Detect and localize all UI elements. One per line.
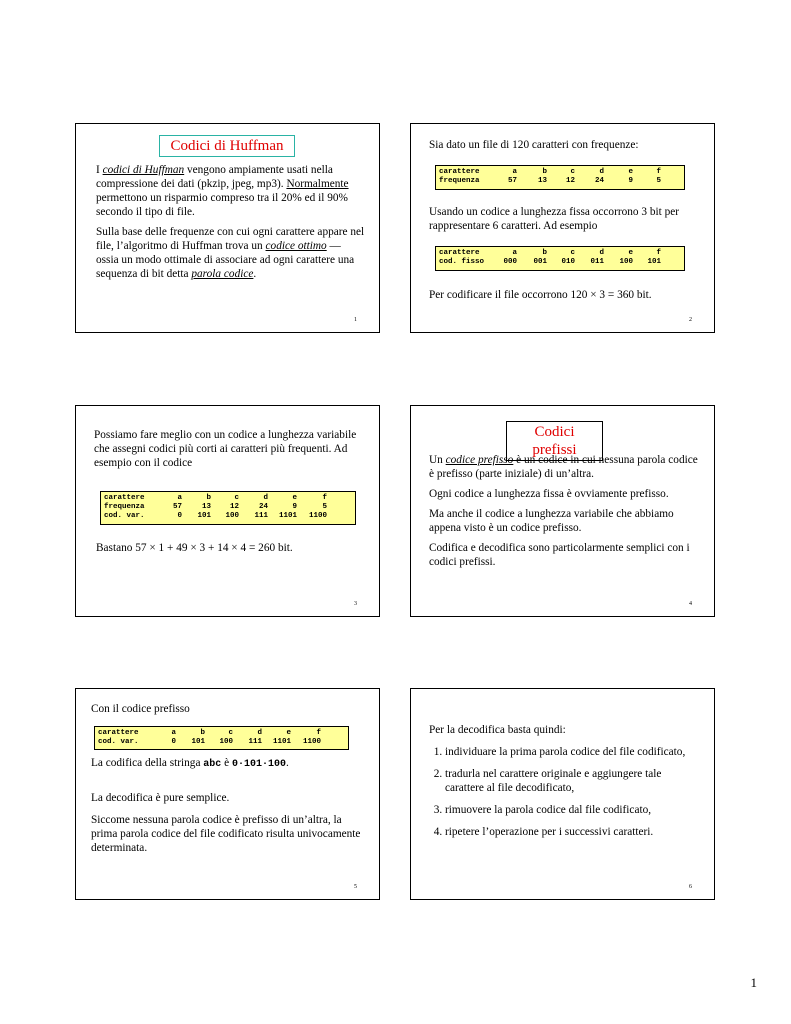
table-cell: d [257, 729, 262, 737]
table-cell: frequenza [104, 503, 145, 511]
table-cell: f [322, 494, 327, 502]
term-link: codice prefisso [445, 454, 514, 466]
table-row [98, 738, 321, 747]
table-cell: c [228, 729, 233, 737]
code-string: abc [203, 759, 222, 770]
table-cell: carattere [98, 729, 139, 737]
paragraph: Siccome nessuna parola codice è prefisso di un’altra, la prima parola codice del file codificato risulta univocamente determinata. [91, 814, 361, 854]
table-row [439, 168, 661, 177]
table-row [439, 177, 661, 186]
table-cell: c [570, 168, 575, 176]
table-cell: 1100 [302, 738, 321, 746]
table-cell: 1101 [272, 738, 291, 746]
table-cell: d [263, 494, 268, 502]
table-cell: 111 [248, 738, 262, 746]
table-cell: 101 [647, 258, 661, 266]
table-cell: 000 [503, 258, 517, 266]
table-row [104, 503, 327, 512]
slide-number: 6 [689, 884, 692, 890]
code-string: 0·101·100 [231, 759, 286, 770]
table-cell: 24 [258, 503, 268, 511]
table-cell: d [599, 249, 604, 257]
slide-number: 3 [354, 601, 357, 607]
text: La codifica della stringa [91, 757, 204, 769]
underlined-text: Normalmente [286, 178, 349, 190]
slide-4 [410, 405, 715, 617]
list-item: 4. ripetere l’operazione per i successivi caratteri. [445, 825, 694, 839]
paragraph: Ogni codice a lunghezza fissa è ovviamente prefisso. [429, 488, 669, 500]
paragraph: Codifica e decodifica sono particolarmente semplici con i codici prefissi. [429, 542, 690, 568]
table-cell: f [656, 168, 661, 176]
table-cell: b [206, 494, 211, 502]
table-cell: 24 [594, 177, 604, 185]
text: Un [429, 454, 446, 466]
table-cell: 12 [229, 503, 239, 511]
text: . [286, 757, 289, 769]
table-row [104, 494, 327, 503]
table-cell: a [171, 729, 176, 737]
slide-number: 4 [689, 601, 692, 607]
list-item: 3. rimuovere la parola codice dal file codificato, [445, 803, 694, 817]
text: è un codice in cui nessuna parola codice è prefisso (parte iniziale) di un’altra. [429, 454, 698, 480]
slide-number: 1 [354, 317, 357, 323]
text: permettono un risparmio compreso tra il 20% ed il 90% secondo il tipo di file. [96, 192, 348, 218]
paragraph [91, 756, 366, 772]
fixed-code-table [435, 246, 685, 271]
text: Sulla base delle frequenze con cui ogni carattere appare nel file, l’algoritmo di Huffman trova un [96, 226, 365, 252]
table-cell: 9 [292, 503, 297, 511]
table-cell: a [177, 494, 182, 502]
table-cell: 1100 [308, 512, 327, 520]
table-cell: 13 [537, 177, 547, 185]
slide-6 [410, 688, 715, 900]
table-cell: c [234, 494, 239, 502]
table-cell: 010 [561, 258, 575, 266]
table-cell: b [542, 249, 547, 257]
paragraph: Sia dato un file di 120 caratteri con frequenze: [429, 139, 639, 151]
table-cell: cod. fisso [439, 258, 485, 266]
table-cell: a [512, 249, 517, 257]
paragraph: Bastano 57 × 1 + 49 × 3 + 14 × 4 = 260 bit. [96, 542, 293, 554]
paragraph: Possiamo fare meglio con un codice a lunghezza variabile che assegni codici più corti ai caratteri più frequenti. Ad esempio con il codice [94, 429, 357, 469]
paragraph: Usando un codice a lunghezza fissa occorrono 3 bit per rappresentare 6 caratteri. Ad esempio [429, 206, 680, 232]
text: è [221, 757, 232, 769]
slide-2 [410, 123, 715, 333]
table-cell: a [512, 168, 517, 176]
table-cell: 101 [191, 738, 205, 746]
paragraph [96, 163, 366, 219]
table-cell: 5 [656, 177, 661, 185]
table-cell: d [599, 168, 604, 176]
slide-number: 5 [354, 884, 357, 890]
frequency-table [435, 165, 685, 190]
table-cell: 57 [172, 503, 182, 511]
slide-number: 2 [689, 317, 692, 323]
table-cell: e [628, 168, 633, 176]
variable-code-table [100, 491, 356, 525]
steps-list [429, 745, 694, 847]
text: — ossia un modo ottimale di associare ad ogni carattere una sequenza di bit detta [96, 240, 355, 280]
table-cell: 100 [219, 738, 233, 746]
table-row [439, 258, 661, 267]
table-cell: 13 [201, 503, 211, 511]
table-cell: 001 [533, 258, 547, 266]
list-item: 1. individuare la prima parola codice del file codificato, [445, 745, 694, 759]
paragraph: Ma anche il codice a lunghezza variabile che abbiamo appena visto è un codice prefisso. [429, 508, 674, 534]
table-cell: cod. var. [104, 512, 145, 520]
slide-3 [75, 405, 380, 617]
page-number: 1 [750, 975, 757, 990]
table-cell: 0 [171, 738, 176, 746]
slide-body [96, 163, 366, 287]
text: I [96, 164, 103, 176]
table-cell: 100 [619, 258, 633, 266]
text: . [253, 268, 257, 280]
slide-1 [75, 123, 380, 333]
table-cell: e [628, 249, 633, 257]
term-link: parola codice [191, 268, 254, 280]
table-cell: carattere [439, 168, 480, 176]
table-cell: 57 [507, 177, 517, 185]
paragraph: La decodifica è pure semplice. [91, 792, 230, 804]
table-cell: frequenza [439, 177, 480, 185]
paragraph: Per codificare il file occorrono 120 × 3 = 360 bit. [429, 289, 652, 301]
table-cell: 101 [197, 512, 211, 520]
table-row [439, 249, 661, 258]
table-row [98, 729, 321, 738]
table-cell: 0 [177, 512, 182, 520]
slide-title: Codici prefissi [506, 421, 603, 461]
table-cell: f [316, 729, 321, 737]
text: vengono ampiamente usati nella compressione dei dati (pkzip, jpeg, mp3). [96, 164, 333, 190]
table-cell: b [542, 168, 547, 176]
table-cell: carattere [439, 249, 480, 257]
slide-title: Codici di Huffman [159, 135, 295, 157]
table-cell: cod. var. [98, 738, 139, 746]
table-cell: b [200, 729, 205, 737]
table-row [104, 512, 327, 521]
slide-5 [75, 688, 380, 900]
variable-code-table [94, 726, 349, 750]
table-cell: 011 [590, 258, 604, 266]
table-cell: e [292, 494, 297, 502]
table-cell: 12 [565, 177, 575, 185]
table-cell: 5 [322, 503, 327, 511]
slide-body [429, 453, 704, 575]
term-link: codici di Huffman [102, 164, 185, 176]
table-cell: 111 [254, 512, 268, 520]
table-cell: e [286, 729, 291, 737]
table-cell: 1101 [278, 512, 297, 520]
paragraph [96, 225, 366, 281]
table-cell: 100 [225, 512, 239, 520]
paragraph: Per la decodifica basta quindi: [429, 724, 566, 736]
table-cell: carattere [104, 494, 145, 502]
table-cell: 9 [628, 177, 633, 185]
paragraph [429, 453, 704, 481]
list-item: 2. tradurla nel carattere originale e aggiungere tale carattere al file decodificato, [445, 767, 694, 795]
term-link: codice ottimo [265, 240, 327, 252]
table-cell: c [570, 249, 575, 257]
paragraph: Con il codice prefisso [91, 703, 190, 715]
table-cell: f [656, 249, 661, 257]
